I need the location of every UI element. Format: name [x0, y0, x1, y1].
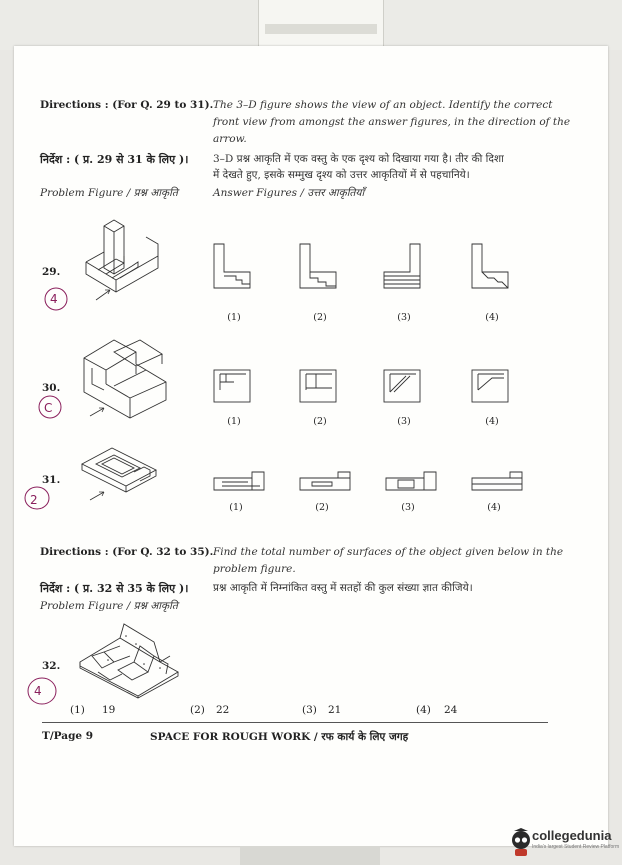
question-29-number: 29. [42, 266, 61, 278]
binder-clip [258, 0, 384, 47]
q29-option-2-label: (2) [313, 312, 327, 323]
page-number: T/Page 9 [42, 730, 94, 742]
q32-option-3-label: (3) [302, 704, 317, 716]
directions-29-31-en: Directions : (For Q. 29 to 31). [40, 99, 214, 111]
q29-problem-figure [76, 204, 166, 304]
q29-answer-4 [470, 242, 510, 292]
q29-answer-1 [212, 242, 252, 292]
handwritten-circle-29 [42, 286, 72, 314]
q29-option-1-label: (1) [227, 312, 241, 323]
q31-option-4-label: (4) [487, 502, 501, 513]
q30-answer-4 [470, 368, 510, 404]
exam-page [14, 46, 608, 846]
instruction2-en-line2: problem figure. [213, 563, 296, 575]
q30-option-1-label: (1) [227, 416, 241, 427]
instruction-en-line2: front view from amongst the answer figures, in the direction of the [213, 116, 571, 128]
question-30-number: 30. [42, 382, 61, 394]
footer-divider [42, 722, 548, 723]
problem-figure-label-2: Problem Figure / प्रश्न आकृति [40, 600, 178, 612]
instruction-hi-line1: 3–D प्रश्न आकृति में एक वस्तु के एक दृश्य को दिखाया गया है। तीर की दिशा [213, 153, 504, 165]
mascot-icon [510, 828, 532, 858]
q30-answer-2 [298, 368, 338, 404]
q30-option-2-label: (2) [313, 416, 327, 427]
q32-option-2-value: 22 [216, 704, 230, 716]
directions-29-31-hi: निर्देश : ( प्र. 29 से 31 के लिए )। [40, 153, 189, 166]
collegedunia-logo [508, 826, 620, 862]
q32-problem-figure [74, 616, 184, 698]
q30-answer-3 [382, 368, 422, 404]
q31-answer-3 [384, 470, 438, 496]
question-31-number: 31. [42, 474, 61, 486]
answer-figures-label: Answer Figures / उत्तर आकृतियाँ [213, 187, 365, 199]
rough-work-label: SPACE FOR ROUGH WORK / रफ कार्य के लिए जगह [150, 731, 409, 743]
q32-option-1-value: 19 [102, 704, 116, 716]
instruction2-en-line1: Find the total number of surfaces of the object given below in the [213, 546, 564, 558]
handwritten-answer-31: 2 [30, 493, 38, 507]
handwritten-circle-31 [23, 485, 53, 513]
handwritten-answer-32: 4 [34, 684, 42, 698]
q30-option-3-label: (3) [397, 416, 411, 427]
directions-32-35-hi: निर्देश : ( प्र. 32 से 35 के लिए )। [40, 582, 189, 595]
logo-name: collegedunia [532, 828, 612, 843]
instruction-hi-line2: में देखते हुए, इसके सम्मुख दृश्य को उत्तर आकृतियों में से पहचानिये। [213, 169, 470, 181]
q31-answer-2 [298, 470, 352, 496]
q30-answer-1 [212, 368, 252, 404]
q29-answer-2 [298, 242, 338, 292]
instruction2-hi: प्रश्न आकृति में निम्नांकित वस्तु में सतहों की कुल संख्या ज्ञात कीजिये। [213, 582, 473, 594]
q31-answer-4 [470, 470, 524, 496]
handwritten-answer-29: 4 [50, 292, 58, 306]
directions-32-35-en: Directions : (For Q. 32 to 35). [40, 546, 214, 558]
q30-problem-figure [74, 334, 170, 418]
q32-option-1-label: (1) [70, 704, 85, 716]
q31-option-3-label: (3) [401, 502, 415, 513]
q32-option-2-label: (2) [190, 704, 205, 716]
binder-clip-bar [265, 24, 377, 34]
q29-option-3-label: (3) [397, 312, 411, 323]
handwritten-circle-30 [36, 394, 66, 422]
instruction-en-line1: The 3–D figure shows the view of an object. Identify the correct [213, 99, 553, 111]
q32-option-3-value: 21 [328, 704, 342, 716]
instruction-en-line3: arrow. [213, 133, 247, 145]
q31-problem-figure [74, 442, 170, 502]
logo-tagline: India's largest Student Review Platform [532, 844, 620, 850]
q30-option-4-label: (4) [485, 416, 499, 427]
q31-answer-1 [212, 470, 266, 496]
q32-option-4-value: 24 [444, 704, 458, 716]
q32-option-4-label: (4) [416, 704, 431, 716]
question-32-number: 32. [42, 660, 61, 672]
q31-option-2-label: (2) [315, 502, 329, 513]
handwritten-answer-30: C [44, 401, 53, 415]
scan-background-bottom [240, 846, 380, 865]
problem-figure-label: Problem Figure / प्रश्न आकृति [40, 187, 178, 199]
q29-option-4-label: (4) [485, 312, 499, 323]
q31-option-1-label: (1) [229, 502, 243, 513]
q29-answer-3 [382, 242, 422, 292]
handwritten-circle-32 [26, 676, 60, 708]
